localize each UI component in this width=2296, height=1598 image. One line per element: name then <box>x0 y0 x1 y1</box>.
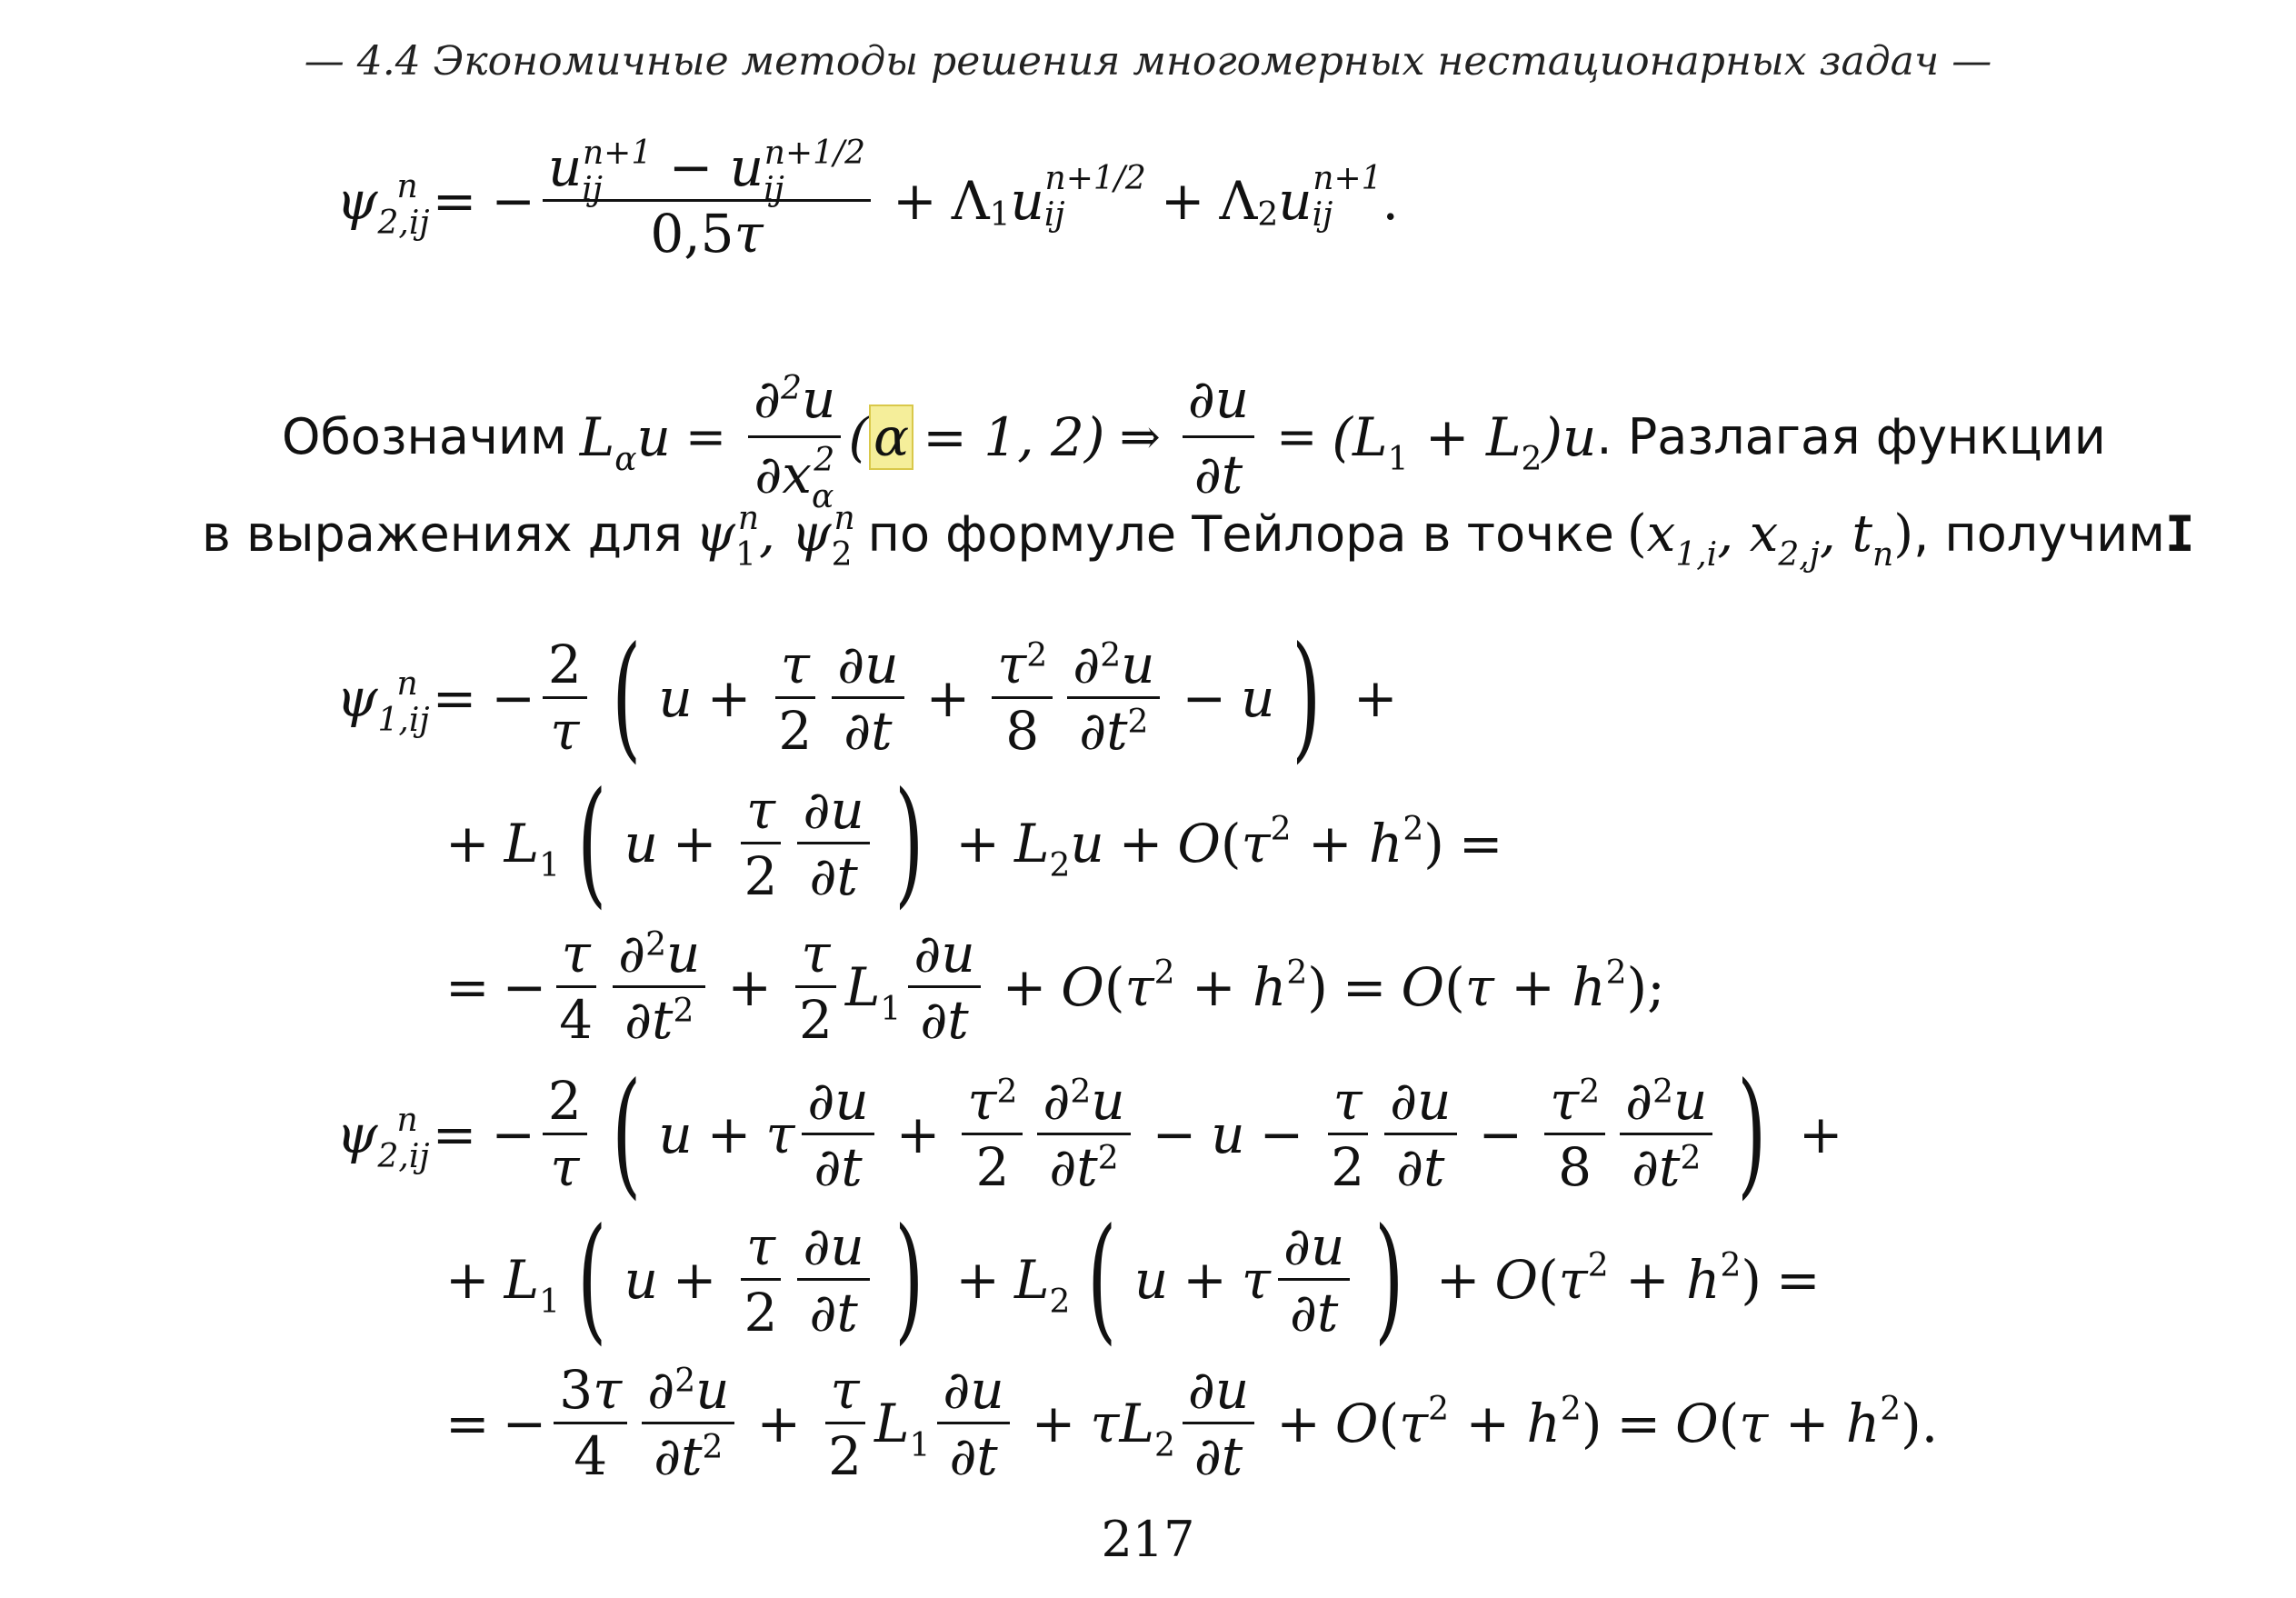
equation-psi2-line2: + $L_1$ ( u + $\frac{\tau}{2}$ $\frac{\partial u}{\partial t}$ ) + $L_2$ ( u + τ $\frac{\partial u}{\partial t}$ ) + $O(\tau^2 + h^2)$ = <box>445 1200 1821 1358</box>
equation-psi2-line3: = − $\frac{3\tau}{4}$ $\frac{\partial^2u}{\partial t^2}$ + $\frac{\tau}{2}$ $L_1$ $\frac{\partial u}{\partial t}$ + $\tau L_2$ $\frac{\partial u}{\partial t}$ + $O(\tau^2 + h^2)$ = $O(\tau + h^2)$. <box>445 1359 1939 1487</box>
paragraph-line-1: Обозначим $L_\alpha u$ = $\frac{\partial^2u}{\partial x_\alpha^2}$ ( α = 1, 2) ⇒ $\frac{\partial u}{\partial t}$ = $(L_1 + L_2)u$ . Разлагая функции <box>282 368 2106 515</box>
highlighted-alpha[interactable]: α <box>869 404 913 470</box>
equation-psi1-line2: + $L_1$ ( u + $\frac{\tau}{2}$ $\frac{\partial u}{\partial t}$ ) + $L_2u$ + $O(\tau^2 + h^2)$ = <box>445 764 1503 922</box>
page-number: 217 <box>1101 1511 1195 1568</box>
equation-psi2-line1: $\psi_{2,ij}^n$ = − $\frac{2}{\tau}$ ( u + τ $\frac{\partial u}{\partial t}$ + $\frac{\tau^2}{2}$ $\frac{\partial^2u}{\partial t^2}$ − u − $\frac{\tau}{2}$ $\frac{\partial u}{\partial t}$ − $\frac{\tau^2}{8}$ $\frac{\partial^2u}{\partial t^2}$ ) + <box>336 1054 1843 1213</box>
running-head: — 4.4 Экономичные методы решения многомерных нестационарных задач — <box>304 38 1992 85</box>
paragraph-line-2: в выражениях для $\psi_1^n$, $\psi_2^n$ по формуле Тейлора в точке ($x_{1,i}$, $x_{2,j}$, $t_n$) , получим I <box>202 500 2195 574</box>
equation-psi1-line1: $\psi_{1,ij}^n$ = − $\frac{2}{\tau}$ ( u + $\frac{\tau}{2}$ $\frac{\partial u}{\partial t}$ + $\frac{\tau^2}{8}$ $\frac{\partial^2u}{\partial t^2}$ − u ) + <box>336 618 1398 776</box>
equation-psi1-line3: = − $\frac{\tau}{4}$ $\frac{\partial^2u}{\partial t^2}$ + $\frac{\tau}{2}$ $L_1$ $\frac{\partial u}{\partial t}$ + $O(\tau^2 + h^2)$ = $O(\tau + h^2)$; <box>445 923 1665 1051</box>
equation-psi2-scheme: $\psi_{2,ij}^n$ = − $\frac{u_{ij}^{n+1} - u_{ij}^{n+1/2}}{0,5\tau}$ + Λ 1 u ij n+1/2 + Λ 2 u ij n+1 . <box>336 135 1399 265</box>
paragraph-tail: . Разлагая функции <box>1596 408 2106 465</box>
text-cursor-icon: I <box>2164 505 2195 563</box>
paragraph-lead: Обозначим <box>282 408 567 465</box>
alpha-range: = 1, 2) <box>923 405 1105 468</box>
